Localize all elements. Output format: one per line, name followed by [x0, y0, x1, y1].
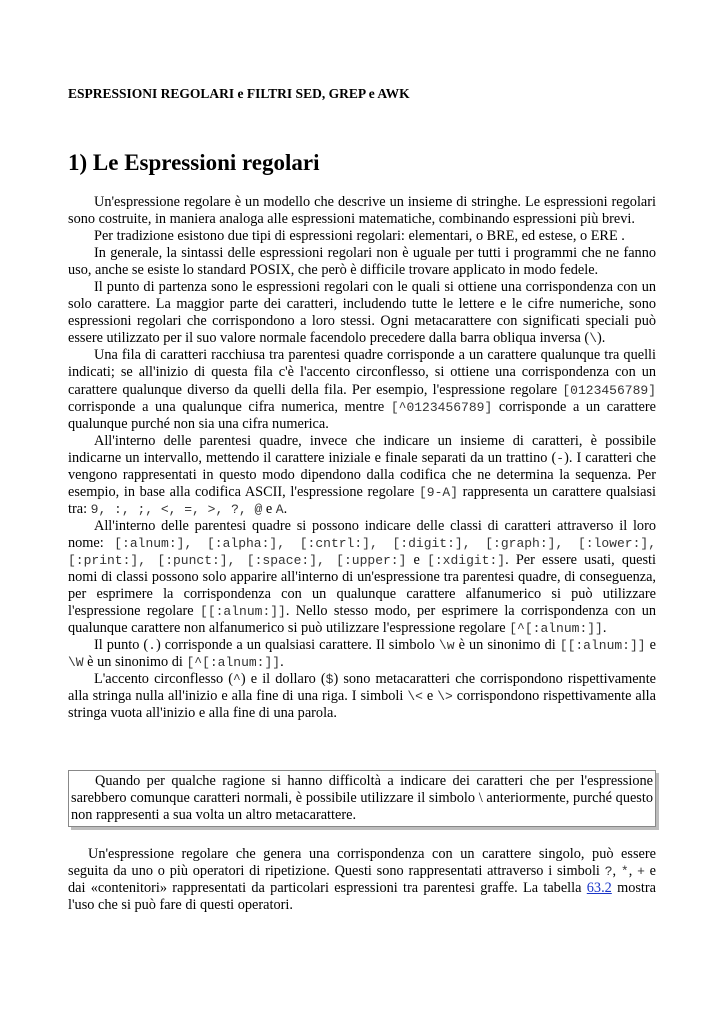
paragraph-range: All'interno delle parentesi quadre, invece che indicare un insieme di caratteri, è possibile indicarne un intervallo, mettendo il carattere iniziale e finale separati da un trattino (-). I caratteri che vengono rappresentati in questo modo dipendono dalla codifica che ne determina la sequenza. Per esempio, in base alla codifica ASCII, l'espressione regolare [9-A] rappresenta un carattere qualsiasi tra: 9, :, ;, <, =, >, ?, @ e A. — [68, 432, 657, 517]
table-reference-link[interactable]: 63.2 — [586, 880, 612, 897]
section-title: 1) Le Espressioni regolari — [68, 150, 320, 175]
paragraph-starting-point: Il punto di partenza sono le espressioni regolari con le quali si ottiene una corrispondenza con un solo carattere. La maggior parte dei caratteri, includendo tutte le lettere e le cifre numeriche, sono espressioni regolari che corrispondono a loro stessi. Ogni metacarattere con significati speciali può essere utilizzato per il suo valore normale facendolo precedere dalla barra obliqua inversa (\). — [68, 279, 656, 347]
code-question: ? — [604, 864, 613, 880]
code-char-a: A — [275, 501, 284, 517]
paragraph-types: Per tradizione esistono due tipi di espressioni regolari: elementari, o BRE, ed estese, o ERE . — [94, 228, 625, 245]
code-plus: + — [637, 864, 645, 880]
code-not-digits: [^0123456789] — [390, 399, 493, 415]
paragraph-intro: Un'espressione regolare è un modello che descrive un insieme di stringhe. Le espressioni regolari sono costruite, in maniera analoga alle espressioni matematiche, combinando espressioni più brevi. — [68, 194, 656, 228]
code-xdigit: [:xdigit:] — [427, 552, 506, 568]
code-dollar: $ — [325, 672, 334, 688]
code-range: [9-A] — [418, 484, 458, 500]
code-alnum: [[:alnum:]] — [200, 604, 286, 620]
code-dash: - — [556, 450, 565, 466]
paragraph-brackets: Una fila di caratteri racchiusa tra parentesi quadre corrisponde a un carattere qualunque tra quelli indicati; se all'inizio di questa fila c'è l'accento circonflesso, si ottiene una corrispondenza con un carattere qualunque diverso da quelli della fila. Per esempio, l'espressione regolare [0123456789] corrisponde a una qualunque cifra numerica, mentre [^0123456789] corrisponde a un carattere qualunque purché non sia una cifra numerica. — [68, 347, 656, 432]
code-word-start: \< — [407, 689, 423, 705]
paragraph-dot: Il punto (.) corrisponde a un qualsiasi carattere. Il simbolo \w è un sinonimo di [[:alnum:]] e \W è un sinonimo di [^[:alnum:]]. — [68, 637, 656, 671]
document-header: ESPRESSIONI REGOLARI e FILTRI SED, GREP e AWK — [68, 86, 410, 101]
body-text — [68, 194, 656, 722]
paragraph-anchors: L'accento circonflesso (^) e il dollaro ($) sono metacaratteri che corrispondono rispettivamente alla stringa nulla all'inizio e alla fine di una riga. I simboli \< e \> corrispondono rispettivamente alla stringa vuota all'inizio e alla fine di una parola. — [68, 671, 657, 722]
code-alnum-2: [[:alnum:]] — [559, 638, 646, 654]
code-digits: [0123456789] — [562, 382, 656, 398]
note-text: Quando per qualche ragione si hanno difficoltà a indicare dei caratteri che per l'espressione sarebbero comunque caratteri normali, è possibile utilizzare il simbolo \ anteriormente, purché questo non rappresenti a sua volta un altro metacarattere. — [71, 773, 653, 824]
code-dot: . — [148, 638, 156, 654]
paragraph-repetition: Un'espressione regolare che genera una corrispondenza con un carattere singolo, può essere seguita da uno o più operatori di ripetizione. Questi sono rappresentati attraverso i simboli ?, *, + e dai «contenitori» rappresentati da particolari espressioni tra parentesi graffe. La tabella 63.2 mostra l'uso che si può fare di questi operatori. — [68, 846, 657, 914]
paragraph-classes: All'interno delle parentesi quadre si possono indicare delle classi di caratteri attraverso il loro nome: [:alnum:], [:alpha:], [:cntrl:], [:digit:], [:graph:], [:lower:], [:print:], [:punct:], [:space:], [:upper:] e [:xdigit:]. Per essere usati, questi nomi di classi possono solo apparire all'interno di un'espressione tra parentesi quadre, di conseguenza, per esprimere la corrispondenza con un qualunque carattere alfanumerico si può utilizzare l'espressione regolare [[:alnum:]]. Nello stesso modo, per esprimere la corrispondenza con un qualunque carattere non alfanumerico si può utilizzare l'espressione regolare [^[:alnum:]]. — [68, 517, 657, 637]
code-caret: ^ — [233, 672, 241, 688]
code-word-end: \> — [437, 689, 453, 705]
code-not-alnum-2: [^[:alnum:]] — [186, 655, 281, 671]
code-backslash: \ — [589, 331, 598, 347]
code-char-list: 9, :, ;, <, =, >, ?, @ — [90, 501, 263, 517]
code-W: \W — [68, 655, 84, 671]
code-not-alnum: [^[:alnum:]] — [509, 621, 603, 637]
note-box — [68, 770, 656, 827]
paragraph-syntax: In generale, la sintassi delle espressioni regolari non è uguale per tutti i programmi che ne fanno uso, anche se esiste lo standard POSIX, che però è difficile trovare applicato in modo fedele. — [68, 245, 656, 279]
body-text-continued — [68, 846, 656, 914]
code-w: \w — [438, 638, 455, 654]
code-class-list: [:alnum:], [:alpha:], [:cntrl:], [:digit:], [:graph:], [:lower:], [:print:], [:punct:], [:space:], [:upper:] — [68, 535, 656, 568]
code-star: * — [620, 864, 629, 880]
